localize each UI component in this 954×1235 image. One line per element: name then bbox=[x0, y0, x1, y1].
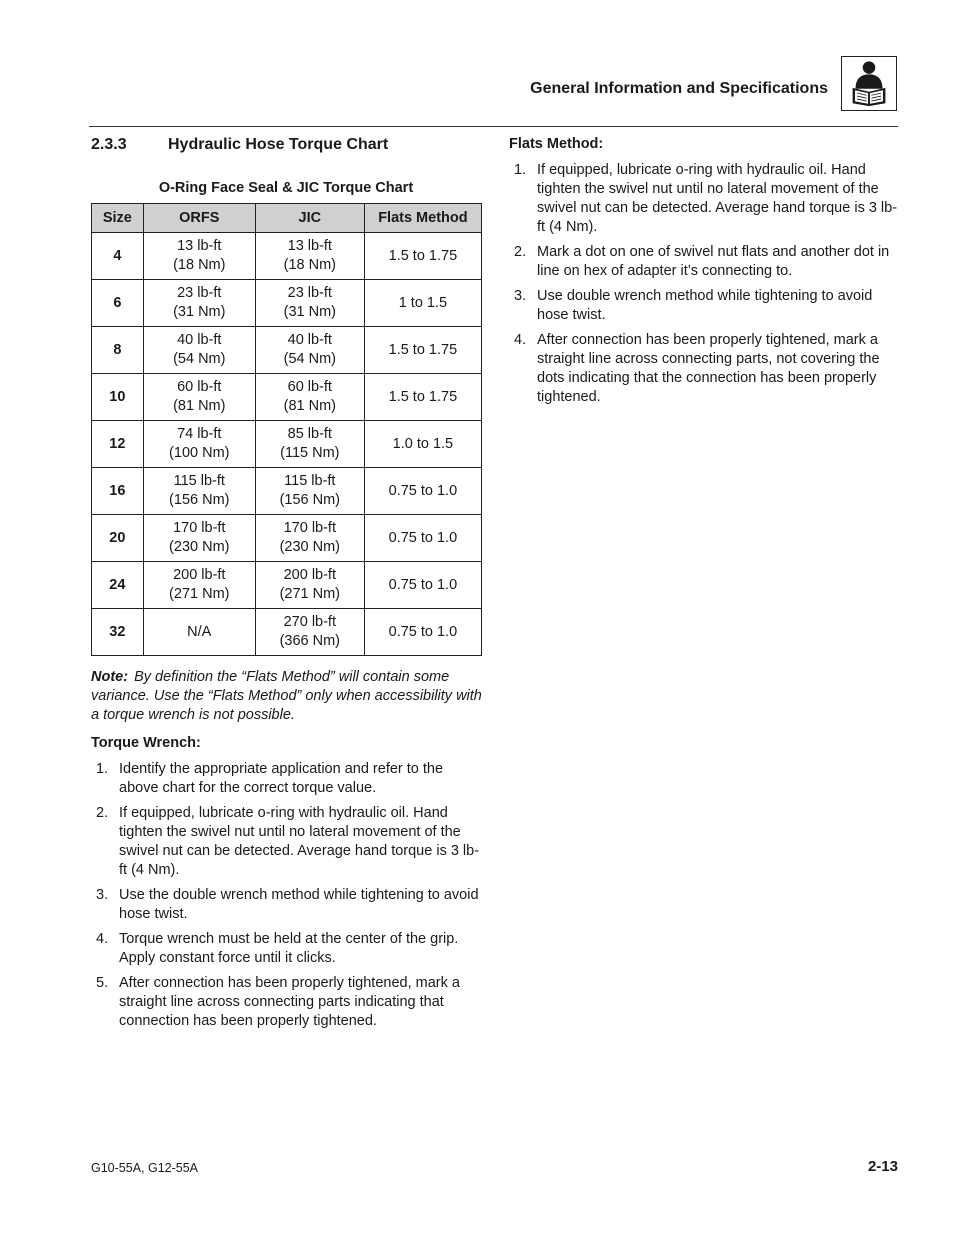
cell-line: (31 Nm) bbox=[283, 304, 336, 320]
cell-line: 85 lb-ft bbox=[287, 426, 332, 442]
cell-size: 10 bbox=[92, 374, 144, 421]
torque-wrench-steps bbox=[91, 760, 483, 1037]
cell-jic bbox=[255, 327, 364, 374]
note-label: Note: bbox=[91, 669, 129, 685]
cell-flats: 1.5 to 1.75 bbox=[364, 374, 481, 421]
cell-line: (18 Nm) bbox=[173, 257, 226, 273]
cell-orfs bbox=[143, 421, 255, 468]
cell-orfs bbox=[143, 515, 255, 562]
torque-wrench-heading: Torque Wrench: bbox=[91, 735, 201, 751]
cell-size: 8 bbox=[92, 327, 144, 374]
section-number: 2.3.3 bbox=[91, 136, 127, 153]
list-item bbox=[91, 804, 483, 880]
section-heading bbox=[91, 136, 388, 154]
table-row bbox=[92, 421, 482, 468]
note-text: By definition the “Flats Method” will contain some variance. Use the “Flats Method” only when accessibility with a torque wrench is not possible. bbox=[91, 669, 482, 723]
note-paragraph bbox=[91, 668, 485, 725]
step-text: If equipped, lubricate o-ring with hydraulic oil. Hand tighten the swivel nut until no lateral movement of the swivel nut can be detected. Average hand torque is 3 lb-ft (4 Nm). bbox=[119, 805, 480, 878]
list-item bbox=[91, 974, 483, 1031]
table-row bbox=[92, 374, 482, 421]
cell-size: 12 bbox=[92, 421, 144, 468]
step-text: After connection has been properly tightened, mark a straight line across connecting parts, not covering the dots indicating that the connection has been properly tightened. bbox=[537, 332, 880, 405]
list-item bbox=[91, 760, 483, 798]
list-item bbox=[509, 287, 901, 325]
step-number: 4. bbox=[96, 931, 109, 947]
section-title: Hydraulic Hose Torque Chart bbox=[168, 136, 389, 153]
cell-line: (18 Nm) bbox=[283, 257, 336, 273]
step-text: If equipped, lubricate o-ring with hydraulic oil. Hand tighten the swivel nut until no lateral movement of the swivel nut can be detected. Average hand torque is 3 lb-ft (4 Nm). bbox=[537, 162, 898, 235]
cell-flats: 0.75 to 1.0 bbox=[364, 468, 481, 515]
cell-line: 200 lb-ft bbox=[283, 567, 336, 583]
cell-line: (54 Nm) bbox=[173, 351, 226, 367]
cell-flats: 1.5 to 1.75 bbox=[364, 233, 481, 280]
list-item bbox=[91, 930, 483, 968]
cell-orfs bbox=[143, 233, 255, 280]
cell-line: (31 Nm) bbox=[173, 304, 226, 320]
table-row bbox=[92, 468, 482, 515]
footer-models: G10-55A, G12-55A bbox=[91, 1161, 199, 1175]
cell-flats: 0.75 to 1.0 bbox=[364, 609, 481, 656]
cell-line: (54 Nm) bbox=[283, 351, 336, 367]
list-item bbox=[91, 886, 483, 924]
cell-size: 32 bbox=[92, 609, 144, 656]
flats-method-steps bbox=[509, 161, 901, 413]
cell-orfs bbox=[143, 468, 255, 515]
cell-size: 24 bbox=[92, 562, 144, 609]
cell-jic bbox=[255, 515, 364, 562]
column-header-size: Size bbox=[92, 204, 144, 233]
cell-orfs bbox=[143, 374, 255, 421]
step-number: 3. bbox=[514, 288, 527, 304]
cell-line: 40 lb-ft bbox=[287, 332, 332, 348]
cell-orfs bbox=[143, 562, 255, 609]
reading-manual-icon bbox=[841, 56, 897, 111]
table-row bbox=[92, 327, 482, 374]
list-item bbox=[509, 161, 901, 237]
torque-table bbox=[91, 203, 482, 656]
table-row bbox=[92, 280, 482, 327]
step-text: Torque wrench must be held at the center of the grip. Apply constant force until it clicks. bbox=[119, 931, 459, 966]
cell-flats: 0.75 to 1.0 bbox=[364, 562, 481, 609]
list-item bbox=[509, 243, 901, 281]
cell-orfs bbox=[143, 280, 255, 327]
cell-jic bbox=[255, 233, 364, 280]
cell-line: (156 Nm) bbox=[279, 492, 341, 508]
header-title: General Information and Specifications bbox=[530, 80, 828, 97]
cell-line: 74 lb-ft bbox=[177, 426, 222, 442]
cell-jic bbox=[255, 280, 364, 327]
cell-line: (100 Nm) bbox=[169, 445, 230, 461]
cell-line: 200 lb-ft bbox=[173, 567, 226, 583]
page-number: 2-13 bbox=[867, 1158, 898, 1175]
table-row bbox=[92, 233, 482, 280]
cell-flats: 0.75 to 1.0 bbox=[364, 515, 481, 562]
step-text: After connection has been properly tightened, mark a straight line across connecting parts indicating that connection has been properly tightened. bbox=[119, 975, 460, 1029]
cell-line: (115 Nm) bbox=[280, 445, 340, 461]
cell-flats: 1.0 to 1.5 bbox=[364, 421, 481, 468]
cell-line: 60 lb-ft bbox=[287, 379, 332, 395]
cell-jic bbox=[255, 468, 364, 515]
table-row bbox=[92, 609, 482, 656]
step-number: 3. bbox=[96, 887, 109, 903]
cell-jic bbox=[255, 562, 364, 609]
cell-size: 20 bbox=[92, 515, 144, 562]
cell-jic bbox=[255, 609, 364, 656]
cell-flats: 1.5 to 1.75 bbox=[364, 327, 481, 374]
step-text: Mark a dot on one of swivel nut flats and another dot in line on hex of adapter it’s connecting to. bbox=[537, 244, 890, 279]
cell-orfs: N/A bbox=[143, 609, 255, 656]
cell-orfs bbox=[143, 327, 255, 374]
column-header-flats-method: Flats Method bbox=[364, 204, 481, 233]
cell-size: 16 bbox=[92, 468, 144, 515]
flats-method-heading: Flats Method: bbox=[509, 136, 604, 152]
cell-size: 4 bbox=[92, 233, 144, 280]
cell-line: 40 lb-ft bbox=[177, 332, 222, 348]
cell-line: (366 Nm) bbox=[279, 633, 341, 649]
cell-jic bbox=[255, 374, 364, 421]
step-number: 2. bbox=[96, 805, 109, 821]
cell-line: (271 Nm) bbox=[169, 586, 230, 602]
cell-size: 6 bbox=[92, 280, 144, 327]
cell-line: (81 Nm) bbox=[283, 398, 336, 414]
cell-line: 60 lb-ft bbox=[177, 379, 222, 395]
step-number: 5. bbox=[96, 975, 109, 991]
cell-line: (81 Nm) bbox=[173, 398, 226, 414]
cell-line: 115 lb-ft bbox=[284, 473, 336, 489]
cell-line: 170 lb-ft bbox=[173, 520, 226, 536]
cell-line: 13 lb-ft bbox=[177, 238, 222, 254]
table-title: O-Ring Face Seal & JIC Torque Chart bbox=[158, 180, 414, 196]
list-item bbox=[509, 331, 901, 407]
cell-line: (156 Nm) bbox=[169, 492, 230, 508]
cell-line: 23 lb-ft bbox=[287, 285, 332, 301]
step-text: Identify the appropriate application and refer to the above chart for the correct torque value. bbox=[119, 761, 444, 796]
cell-flats: 1 to 1.5 bbox=[364, 280, 481, 327]
step-number: 4. bbox=[514, 332, 527, 348]
step-number: 2. bbox=[514, 244, 527, 260]
cell-line: 23 lb-ft bbox=[177, 285, 222, 301]
table-row bbox=[92, 562, 482, 609]
cell-line: 170 lb-ft bbox=[283, 520, 336, 536]
table-header-row bbox=[92, 204, 482, 233]
table-row bbox=[92, 515, 482, 562]
header-divider bbox=[89, 126, 898, 127]
column-header-jic: JIC bbox=[255, 204, 364, 233]
step-text: Use the double wrench method while tightening to avoid hose twist. bbox=[119, 887, 479, 922]
step-text: Use double wrench method while tightening to avoid hose twist. bbox=[537, 288, 873, 323]
cell-line: 115 lb-ft bbox=[173, 473, 225, 489]
step-number: 1. bbox=[96, 761, 109, 777]
cell-jic bbox=[255, 421, 364, 468]
cell-line: (271 Nm) bbox=[279, 586, 341, 602]
cell-line: (230 Nm) bbox=[279, 539, 341, 555]
cell-line: 270 lb-ft bbox=[283, 614, 336, 630]
step-number: 1. bbox=[514, 162, 527, 178]
cell-line: 13 lb-ft bbox=[287, 238, 332, 254]
column-header-orfs: ORFS bbox=[143, 204, 255, 233]
cell-line: (230 Nm) bbox=[169, 539, 230, 555]
